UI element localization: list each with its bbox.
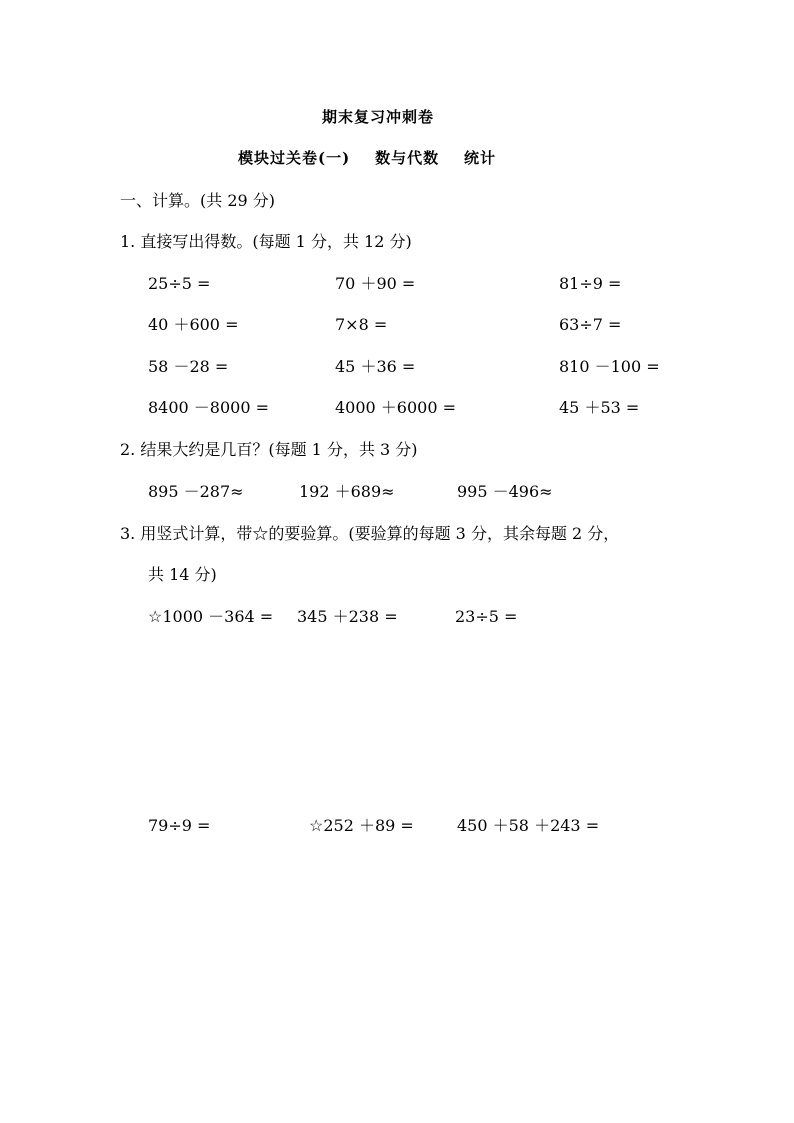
q1-item: 63÷7 = bbox=[559, 315, 622, 334]
q3-item: ☆252 ＋89 = bbox=[309, 816, 414, 835]
q2-item: 895 －287≈ bbox=[148, 482, 244, 501]
q1-item: 40 ＋600 = bbox=[148, 315, 239, 334]
page-title: 期末复习冲刺卷 bbox=[322, 108, 435, 126]
q2-item: 995 －496≈ bbox=[457, 482, 553, 501]
q3-item: 79÷9 = bbox=[148, 816, 211, 835]
q1-item: 7×8 = bbox=[335, 315, 388, 334]
q1-item: 45 ＋36 = bbox=[335, 357, 416, 376]
q1-item: 810 －100 = bbox=[559, 357, 660, 376]
question-2-heading: 2. 结果大约是几百？(每题 1 分，共 3 分) bbox=[120, 440, 418, 459]
section-1-heading: 一、计算。(共 29 分) bbox=[120, 191, 276, 210]
page-subtitle: 模块过关卷(一) 数与代数 统计 bbox=[238, 149, 496, 167]
q3-item: 23÷5 = bbox=[455, 607, 518, 626]
q1-item: 4000 ＋6000 = bbox=[335, 398, 457, 417]
q1-item: 81÷9 = bbox=[559, 274, 622, 293]
q3-item: 345 ＋238 = bbox=[297, 607, 398, 626]
question-3-heading: 3. 用竖式计算，带☆的要验算。(要验算的每题 3 分，其余每题 2 分， bbox=[120, 524, 620, 543]
question-3-heading-continued: 共 14 分) bbox=[148, 565, 217, 584]
q3-item: ☆1000 －364 = bbox=[148, 607, 274, 626]
q1-item: 58 －28 = bbox=[148, 357, 229, 376]
q3-item: 450 ＋58 ＋243 = bbox=[457, 816, 600, 835]
question-1-heading: 1. 直接写出得数。(每题 1 分，共 12 分) bbox=[120, 232, 412, 251]
q1-item: 45 ＋53 = bbox=[559, 398, 640, 417]
q1-item: 70 ＋90 = bbox=[335, 274, 416, 293]
q1-item: 25÷5 = bbox=[148, 274, 211, 293]
q2-item: 192 ＋689≈ bbox=[299, 482, 395, 501]
q1-item: 8400 －8000 = bbox=[148, 398, 270, 417]
